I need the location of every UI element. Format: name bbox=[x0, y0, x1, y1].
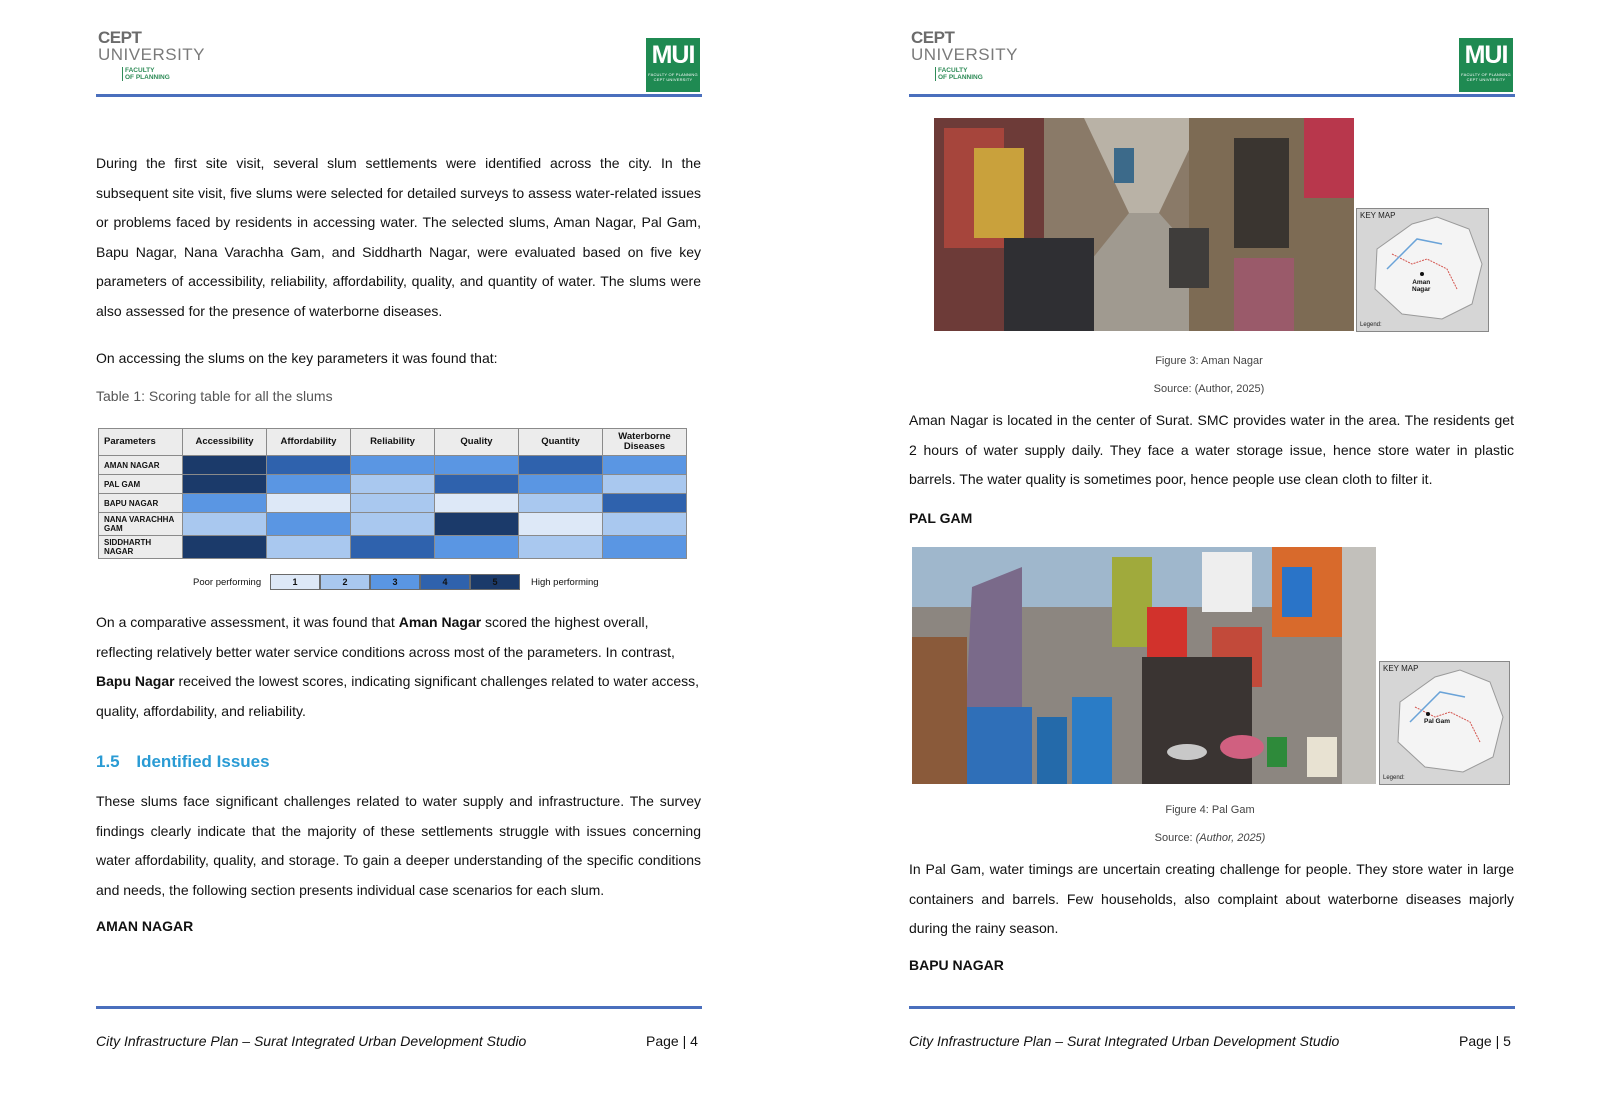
score-cell bbox=[603, 475, 687, 494]
cept-logo-faculty bbox=[122, 67, 170, 81]
cept-university-logo bbox=[98, 30, 208, 82]
key-map-legend: Legend: bbox=[1383, 775, 1405, 781]
bapu-nagar-heading: BAPU NAGAR bbox=[909, 957, 1004, 973]
score-cell bbox=[267, 513, 351, 536]
score-cell bbox=[183, 475, 267, 494]
figure-4-source-prefix: Source: bbox=[1154, 832, 1196, 844]
score-cell bbox=[351, 536, 435, 559]
cept-faculty-line1: FACULTY bbox=[125, 67, 155, 74]
column-header: Quality bbox=[435, 429, 519, 456]
cept-faculty-line2: OF PLANNING bbox=[938, 74, 983, 81]
score-cell bbox=[603, 536, 687, 559]
legend-step: 4 bbox=[420, 574, 470, 590]
table-row bbox=[99, 536, 687, 559]
score-cell bbox=[435, 456, 519, 475]
cept-logo-line1: CEPT bbox=[98, 28, 142, 47]
page-number: Page | 4 bbox=[646, 1033, 698, 1049]
comparative-text-3: received the lowest scores, indicating significant challenges related to water access, quality, affordability, and reliability. bbox=[96, 673, 700, 719]
score-cell bbox=[519, 513, 603, 536]
column-header: Waterborne Diseases bbox=[603, 429, 687, 456]
legend-step: 5 bbox=[470, 574, 520, 590]
scoring-table-header bbox=[99, 429, 687, 456]
score-cell bbox=[351, 494, 435, 513]
cept-logo-faculty bbox=[935, 67, 983, 81]
figure-4-caption: Figure 4: Pal Gam bbox=[1165, 804, 1255, 816]
cept-faculty-line1: FACULTY bbox=[938, 67, 968, 74]
aman-nagar-photo-drawing bbox=[934, 118, 1354, 331]
footer-rule bbox=[96, 1006, 702, 1009]
header-rule bbox=[96, 94, 702, 97]
legend-low-label: Poor performing bbox=[193, 577, 262, 588]
score-cell bbox=[267, 536, 351, 559]
pal-gam-heading: PAL GAM bbox=[909, 510, 973, 526]
footer-title: City Infrastructure Plan – Surat Integrated Urban Development Studio bbox=[96, 1033, 527, 1049]
figure-4-source-italic: (Author, 2025) bbox=[1195, 832, 1266, 844]
column-header: Affordability bbox=[267, 429, 351, 456]
aman-nagar-key-map bbox=[1356, 208, 1489, 332]
row-name-cell: AMAN NAGAR bbox=[99, 456, 183, 475]
section-heading bbox=[96, 752, 270, 772]
key-map-label: KEY MAP bbox=[1360, 211, 1396, 220]
score-cell bbox=[183, 536, 267, 559]
aman-nagar-key-map-drawing bbox=[1357, 209, 1489, 332]
table-caption: Table 1: Scoring table for all the slums bbox=[96, 388, 333, 404]
cept-faculty-line2: OF PLANNING bbox=[125, 74, 170, 81]
header-rule bbox=[909, 94, 1515, 97]
pal-gam-paragraph: In Pal Gam, water timings are uncertain creating challenge for people. They store water in large containers and barrels. Few households, also complaint about waterborne diseases majorly during the rainy season. bbox=[909, 861, 1514, 936]
scoring-table bbox=[98, 428, 687, 559]
row-name-cell: PAL GAM bbox=[99, 475, 183, 494]
section-number: 1.5 bbox=[96, 752, 120, 771]
intro-paragraph: During the first site visit, several slum settlements were identified across the city. In the subsequent site visit, five slums were selected for detailed surveys to assess water-related issues or problems faced by residents in accessing water. The selected slums, Aman Nagar, Pal Gam, Bapu Nagar, Nana Varachha Gam, and Siddharth Nagar, were evaluated based on five key parameters of accessibility, reliability, affordability, quality, and quantity of water. The slums were also assessed for the presence of waterborne diseases. bbox=[96, 155, 701, 319]
score-cell bbox=[603, 513, 687, 536]
comparative-bold-aman: Aman Nagar bbox=[398, 614, 482, 630]
pal-gam-photo-drawing bbox=[912, 547, 1376, 784]
figure-4-source bbox=[1110, 832, 1310, 844]
score-cell bbox=[435, 536, 519, 559]
row-name-cell: BAPU NAGAR bbox=[99, 494, 183, 513]
score-cell bbox=[435, 513, 519, 536]
comparative-text-2: scored the highest overall, reflecting relatively better water service conditions across most of the parameters. In contrast, bbox=[96, 614, 675, 660]
mui-logo-sub1: FACULTY OF PLANNING bbox=[648, 72, 698, 77]
score-cell bbox=[351, 456, 435, 475]
mui-logo-text: MUI bbox=[651, 41, 695, 69]
page-number: Page | 5 bbox=[1459, 1033, 1511, 1049]
figure-3-source: Source: (Author, 2025) bbox=[1153, 383, 1265, 395]
comparative-paragraph bbox=[96, 608, 701, 726]
key-map-place-line2: Nagar bbox=[1412, 286, 1431, 293]
legend-step: 1 bbox=[270, 574, 320, 590]
column-header: Quantity bbox=[519, 429, 603, 456]
figure-3-caption: Figure 3: Aman Nagar bbox=[1155, 355, 1263, 367]
section-title: Identified Issues bbox=[136, 752, 270, 771]
mui-logo-sub2: CEPT UNIVERSITY bbox=[653, 77, 693, 82]
aman-nagar-photo bbox=[934, 118, 1354, 331]
score-cell bbox=[267, 475, 351, 494]
comparative-text-1: On a comparative assessment, it was found that bbox=[96, 614, 399, 630]
mui-logo-text: MUI bbox=[1464, 41, 1508, 69]
cept-logo-line2: UNIVERSITY bbox=[98, 45, 206, 64]
mui-logo bbox=[646, 38, 700, 92]
cept-logo-line2: UNIVERSITY bbox=[911, 45, 1019, 64]
table-row bbox=[99, 494, 687, 513]
column-header: Parameters bbox=[99, 429, 183, 456]
found-paragraph: On accessing the slums on the key parameters it was found that: bbox=[96, 350, 498, 366]
score-cell bbox=[267, 456, 351, 475]
footer-rule bbox=[909, 1006, 1515, 1009]
key-map-label: KEY MAP bbox=[1383, 664, 1419, 673]
document-page-5 bbox=[800, 0, 1600, 1120]
pal-gam-key-map bbox=[1379, 661, 1510, 785]
legend-step: 3 bbox=[370, 574, 420, 590]
score-cell bbox=[183, 494, 267, 513]
key-map-legend: Legend: bbox=[1360, 322, 1382, 328]
aman-nagar-heading: AMAN NAGAR bbox=[96, 918, 194, 934]
table-row bbox=[99, 513, 687, 536]
footer-title: City Infrastructure Plan – Surat Integrated Urban Development Studio bbox=[909, 1033, 1340, 1049]
key-map-place-label: Pal Gam bbox=[1424, 718, 1451, 725]
aman-nagar-paragraph: Aman Nagar is located in the center of Surat. SMC provides water in the area. The residents get 2 hours of water supply daily. They face a water storage issue, hence store water in plastic barrels. The water quality is sometimes poor, hence people use clean cloth to filter it. bbox=[909, 412, 1514, 487]
legend-high-label: High performing bbox=[531, 577, 599, 588]
score-cell bbox=[351, 513, 435, 536]
column-header: Accessibility bbox=[183, 429, 267, 456]
cept-logo-line1: CEPT bbox=[911, 28, 955, 47]
column-header: Reliability bbox=[351, 429, 435, 456]
key-map-place-line1: Aman bbox=[1412, 279, 1431, 286]
mui-logo-sub1: FACULTY OF PLANNING bbox=[1461, 72, 1511, 77]
scoring-table-body bbox=[99, 456, 687, 559]
score-cell bbox=[183, 456, 267, 475]
issues-paragraph: These slums face significant challenges related to water supply and infrastructure. The survey findings clearly indicate that the majority of these settlements struggle with issues concerning water affordability, quality, and storage. To gain a deeper understanding of the specific conditions and needs, the following section presents individual case scenarios for each slum. bbox=[96, 793, 701, 898]
table-row bbox=[99, 456, 687, 475]
pal-gam-photo bbox=[912, 547, 1376, 784]
legend-step: 2 bbox=[320, 574, 370, 590]
score-cell bbox=[519, 475, 603, 494]
cept-university-logo bbox=[911, 30, 1021, 82]
row-name-cell: NANA VARACHHA GAM bbox=[99, 513, 183, 536]
mui-logo-sub2: CEPT UNIVERSITY bbox=[1466, 77, 1506, 82]
table-row bbox=[99, 475, 687, 494]
score-cell bbox=[519, 536, 603, 559]
mui-logo bbox=[1459, 38, 1513, 92]
score-cell bbox=[267, 494, 351, 513]
score-cell bbox=[603, 494, 687, 513]
score-cell bbox=[351, 475, 435, 494]
comparative-bold-bapu: Bapu Nagar bbox=[96, 673, 175, 689]
score-cell bbox=[435, 475, 519, 494]
score-cell bbox=[519, 494, 603, 513]
score-cell bbox=[603, 456, 687, 475]
row-name-cell: SIDDHARTH NAGAR bbox=[99, 536, 183, 559]
key-map-place-label bbox=[1412, 279, 1430, 293]
score-cell bbox=[519, 456, 603, 475]
score-cell bbox=[183, 513, 267, 536]
score-cell bbox=[435, 494, 519, 513]
